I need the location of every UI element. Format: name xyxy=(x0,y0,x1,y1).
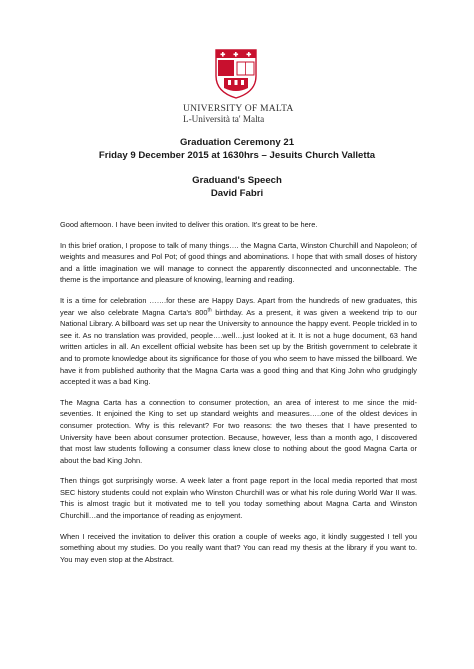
university-name-english: UNIVERSITY OF MALTA xyxy=(183,103,294,114)
speech-title: Graduand's Speech xyxy=(192,175,282,186)
university-logo xyxy=(180,48,292,125)
speaker-name: David Fabri xyxy=(210,188,264,199)
university-crest-icon xyxy=(214,48,258,100)
ceremony-date-venue: Friday 9 December 2015 at 1630hrs – Jesuits Church Valletta xyxy=(98,150,376,161)
paragraph-1: Good afternoon. I have been invited to deliver this oration. It's great to be here. xyxy=(60,220,318,229)
paragraph-3-part-1: It is a time for celebration …….for these are Happy Days. Apart from the hundreds of new graduates, this year we also celebrate Magna Carta's 800 xyxy=(60,295,417,317)
paragraph-3 xyxy=(60,295,417,388)
paragraph-4: The Magna Carta has a connection to consumer protection, an area of interest to me since the mid-seventies. It enjoined the King to set up standard weights and measures…..one of the oldest devices in consumer protection. Why is this relevant? For two reasons: the two theses that I have presented to University have been about consumer protection. Because, however, less than a month ago, I discovered that most law students following a consumer class knew close to nothing about the good Magna Carta or about the bad King John. xyxy=(60,397,417,465)
speech-body xyxy=(60,219,417,574)
ceremony-title: Graduation Ceremony 21 xyxy=(179,137,295,148)
university-name-maltese: L-Università ta' Malta xyxy=(183,114,265,124)
ordinal-suffix: th xyxy=(207,307,212,314)
paragraph-2: In this brief oration, I propose to talk of many things…. the Magna Carta, Winston Churchill and Napoleon; of weights and measures and Pol Pot; of good things and abominations. I hope that with small doses of history and a little imagination we will manage to connect the apparently disconnected and unconnectable. The theme is the importance and pleasure of knowing, learning and reading. xyxy=(60,240,417,285)
paragraph-6: When I received the invitation to deliver this oration a couple of weeks ago, it kindly suggested I tell you something about my studies. Do you really want that? You can read my thesis at the library if you want to. You may even stop at the Abstract. xyxy=(60,531,417,564)
paragraph-3-part-2: birthday. As a present, it was given a weekend trip to our National Library. A billboard was set up near the University to announce the happy event. People trickled in to see it. As no translation was provided, people….well…just looked at it. It is not a huge document, 63 hand written articles in all. An excellent official website has been set up by the British government to celebrate it and to promote knowledge about its significance for those of you who seem to have missed the billboard. We have it from published authority that the Magna Carta was a good thing and that King John who grudgingly accepted it was a bad King. xyxy=(60,307,417,387)
paragraph-5: Then things got surprisingly worse. A week later a front page report in the local media reported that most SEC history students could not explain who Winston Churchill was or what his role during World War II was. This is almost tragic but it motivated me to tell you today something about Magna Carta and Winston Churchill…and the importance of reading as enjoyment. xyxy=(60,476,417,521)
